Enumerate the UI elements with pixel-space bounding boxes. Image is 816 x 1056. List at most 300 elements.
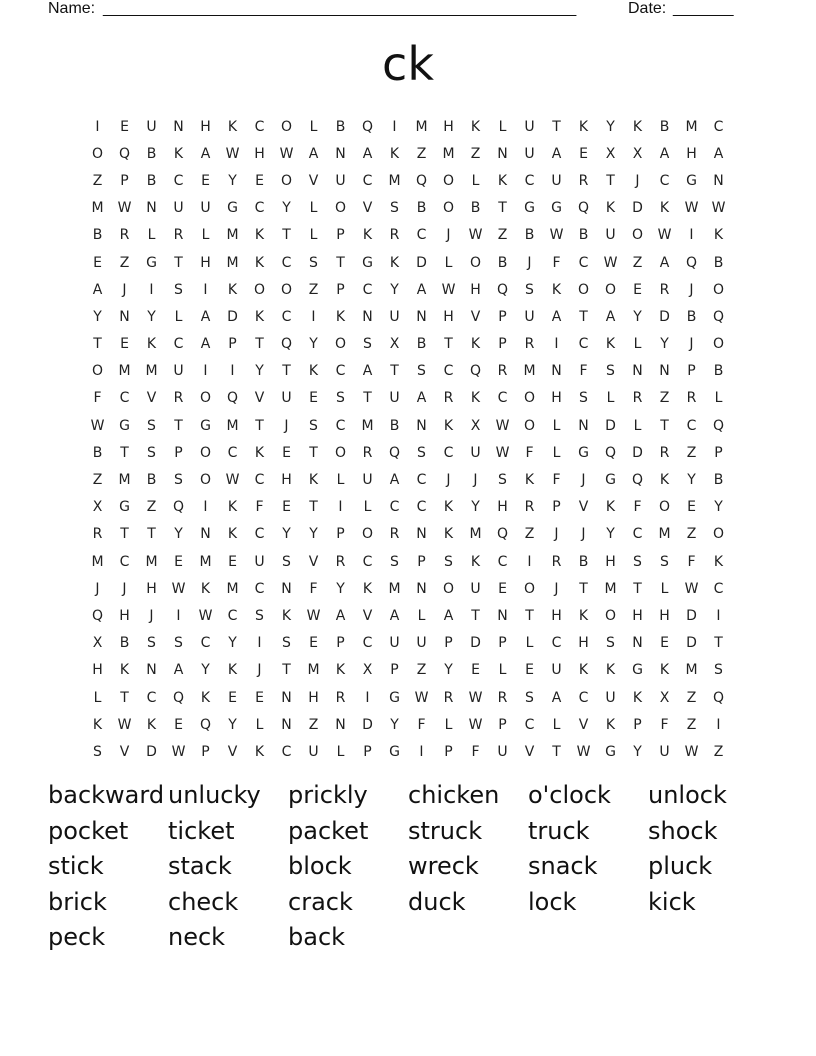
grid-letter: R	[173, 227, 184, 244]
grid-letter: D	[362, 716, 373, 733]
grid-letter: L	[498, 118, 507, 135]
grid-letter: S	[525, 281, 534, 298]
grid-letter: Y	[633, 308, 642, 325]
grid-letter: K	[713, 553, 724, 570]
grid-letter: R	[632, 390, 643, 407]
grid-row	[84, 521, 734, 548]
grid-letter: Z	[119, 254, 130, 271]
grid-letter: C	[227, 607, 238, 624]
grid-letter: Y	[606, 526, 615, 543]
grid-letter: Q	[496, 281, 509, 298]
grid-letter: T	[498, 200, 507, 217]
name-blank-line: _______________________________________________________	[103, 0, 576, 17]
grid-letter: Q	[685, 254, 698, 271]
grid-letter: O	[334, 336, 347, 353]
grid-letter: N	[416, 526, 427, 543]
grid-letter: G	[227, 200, 238, 217]
grid-letter: R	[119, 227, 130, 244]
grid-letter: J	[527, 254, 532, 271]
grid-letter: T	[714, 635, 723, 652]
grid-letter: K	[362, 580, 373, 597]
grid-letter: P	[633, 716, 642, 733]
grid-letter: K	[308, 363, 319, 380]
grid-letter: K	[605, 716, 616, 733]
grid-letter: T	[336, 254, 345, 271]
grid-letter: S	[147, 444, 156, 461]
grid-letter: T	[120, 526, 129, 543]
grid-letter: N	[335, 145, 346, 162]
grid-letter: R	[335, 553, 346, 570]
grid-letter: C	[686, 417, 697, 434]
grid-letter: D	[686, 607, 697, 624]
grid-letter: J	[122, 281, 127, 298]
grid-letter: G	[578, 444, 589, 461]
grid-letter: C	[119, 553, 130, 570]
grid-letter: O	[712, 336, 725, 353]
grid-letter: B	[470, 200, 481, 217]
grid-letter: T	[633, 580, 642, 597]
grid-letter: R	[443, 390, 454, 407]
grid-letter: A	[200, 336, 211, 353]
grid-letter: H	[146, 580, 157, 597]
grid-letter: K	[524, 472, 535, 489]
grid-letter: S	[147, 635, 156, 652]
grid-letter: T	[147, 526, 156, 543]
grid-letter: H	[497, 499, 508, 516]
grid-letter: M	[145, 553, 158, 570]
grid-letter: S	[606, 363, 615, 380]
grid-letter: O	[469, 254, 482, 271]
grid-letter: R	[389, 526, 400, 543]
word-bank-item: pluck	[648, 852, 713, 880]
grid-letter: G	[632, 662, 643, 679]
grid-letter: T	[174, 254, 183, 271]
grid-letter: S	[309, 254, 318, 271]
grid-letter: M	[226, 417, 239, 434]
grid-letter: Y	[93, 308, 102, 325]
grid-letter: I	[419, 743, 424, 760]
grid-letter: Z	[686, 526, 697, 543]
grid-letter: S	[417, 444, 426, 461]
grid-letter: M	[523, 363, 536, 380]
grid-letter: A	[659, 145, 670, 162]
grid-letter: G	[605, 472, 616, 489]
grid-letter: N	[497, 145, 508, 162]
grid-letter: U	[362, 472, 373, 489]
grid-letter: W	[495, 417, 510, 434]
grid-letter: W	[684, 200, 699, 217]
grid-letter: L	[444, 254, 453, 271]
grid-letter: S	[714, 662, 723, 679]
grid-letter: N	[632, 635, 643, 652]
grid-letter: U	[200, 200, 211, 217]
grid-letter: W	[117, 200, 132, 217]
grid-letter: E	[525, 662, 534, 679]
grid-letter: V	[578, 716, 589, 733]
grid-letter: L	[93, 689, 102, 706]
grid-letter: I	[311, 308, 316, 325]
grid-letter: K	[470, 390, 481, 407]
grid-letter: K	[281, 607, 292, 624]
grid-letter: S	[606, 635, 615, 652]
grid-letter: E	[687, 499, 696, 516]
grid-letter: N	[632, 363, 643, 380]
grid-letter: M	[469, 526, 482, 543]
grid-letter: S	[174, 472, 183, 489]
grid-letter: I	[716, 716, 721, 733]
grid-letter: R	[551, 553, 562, 570]
grid-letter: S	[633, 553, 642, 570]
word-bank-item: truck	[528, 816, 590, 845]
grid-letter: O	[523, 580, 536, 597]
grid-letter: A	[92, 281, 103, 298]
grid-letter: K	[578, 607, 589, 624]
grid-letter: V	[227, 743, 238, 760]
grid-letter: L	[309, 227, 318, 244]
grid-letter: P	[336, 227, 345, 244]
grid-letter: N	[578, 417, 589, 434]
grid-letter: Z	[713, 743, 724, 760]
grid-letter: T	[282, 662, 291, 679]
grid-letter: K	[254, 743, 265, 760]
grid-letter: T	[282, 363, 291, 380]
grid-letter: C	[254, 472, 265, 489]
grid-letter: E	[255, 689, 264, 706]
grid-letter: U	[524, 118, 535, 135]
grid-letter: T	[444, 336, 453, 353]
grid-letter: O	[604, 607, 617, 624]
grid-letter: V	[146, 390, 157, 407]
grid-letter: A	[335, 607, 346, 624]
grid-letter: E	[174, 553, 183, 570]
grid-letter: H	[605, 553, 616, 570]
grid-letter: W	[603, 254, 618, 271]
word-bank-item: wreck	[408, 852, 479, 880]
grid-letter: E	[255, 172, 264, 189]
grid-letter: S	[444, 553, 453, 570]
grid-letter: P	[336, 281, 345, 298]
grid-letter: O	[523, 390, 536, 407]
grid-letter: Z	[470, 145, 481, 162]
grid-letter: C	[713, 118, 724, 135]
grid-letter: J	[446, 472, 451, 489]
grid-letter: Y	[444, 662, 453, 679]
grid-letter: C	[551, 635, 562, 652]
grid-letter: C	[416, 227, 427, 244]
grid-letter: W	[198, 607, 213, 624]
grid-letter: E	[120, 336, 129, 353]
grid-letter: G	[146, 254, 157, 271]
grid-letter: F	[525, 444, 534, 461]
grid-letter: M	[658, 526, 671, 543]
grid-letter: K	[443, 526, 454, 543]
grid-letter: L	[660, 580, 669, 597]
grid-letter: A	[605, 308, 616, 325]
grid-letter: Y	[228, 716, 237, 733]
grid-letter: Z	[416, 662, 427, 679]
grid-letter: A	[362, 363, 373, 380]
grid-letter: N	[281, 580, 292, 597]
grid-letter: Z	[308, 716, 319, 733]
grid-letter: C	[146, 689, 157, 706]
grid-letter: K	[173, 145, 184, 162]
grid-letter: L	[471, 172, 480, 189]
grid-letter: L	[552, 716, 561, 733]
grid-letter: U	[416, 635, 427, 652]
word-bank-item: peck	[48, 923, 106, 951]
grid-letter: U	[551, 662, 562, 679]
grid-letter: N	[497, 607, 508, 624]
grid-letter: M	[388, 172, 401, 189]
grid-letter: Y	[606, 118, 615, 135]
grid-letter: P	[714, 444, 723, 461]
grid-letter: W	[279, 145, 294, 162]
grid-letter: Q	[388, 444, 401, 461]
grid-letter: K	[605, 499, 616, 516]
grid-letter: K	[551, 281, 562, 298]
grid-letter: B	[335, 118, 346, 135]
word-bank-item: unlock	[648, 781, 727, 809]
grid-letter: F	[660, 716, 669, 733]
grid-letter: V	[362, 200, 373, 217]
grid-letter: Q	[415, 172, 428, 189]
grid-letter: U	[254, 553, 265, 570]
grid-letter: T	[552, 118, 561, 135]
grid-letter: I	[203, 363, 208, 380]
grid-letter: O	[658, 499, 671, 516]
grid-letter: R	[443, 689, 454, 706]
grid-letter: T	[552, 743, 561, 760]
grid-letter: R	[659, 444, 670, 461]
grid-letter: U	[389, 308, 400, 325]
grid-letter: W	[90, 417, 105, 434]
grid-letter: B	[578, 227, 589, 244]
grid-letter: Z	[632, 254, 643, 271]
grid-letter: L	[201, 227, 210, 244]
grid-letter: Y	[174, 526, 183, 543]
grid-letter: K	[227, 526, 238, 543]
grid-letter: T	[93, 336, 102, 353]
grid-letter: A	[443, 607, 454, 624]
grid-letter: R	[578, 172, 589, 189]
grid-letter: E	[228, 553, 237, 570]
grid-letter: Q	[604, 444, 617, 461]
grid-letter: P	[552, 499, 561, 516]
grid-letter: J	[635, 172, 640, 189]
grid-letter: A	[200, 308, 211, 325]
grid-letter: F	[552, 254, 561, 271]
grid-letter: N	[713, 172, 724, 189]
grid-letter: C	[362, 172, 373, 189]
grid-letter: A	[416, 390, 427, 407]
grid-letter: Q	[91, 607, 104, 624]
grid-letter: A	[659, 254, 670, 271]
grid-letter: I	[392, 118, 397, 135]
grid-letter: O	[631, 227, 644, 244]
grid-letter: M	[199, 553, 212, 570]
grid-letter: V	[524, 743, 535, 760]
grid-letter: Y	[201, 662, 210, 679]
grid-letter: I	[365, 689, 370, 706]
grid-letter: N	[173, 118, 184, 135]
grid-letter: E	[309, 635, 318, 652]
name-label: Name:	[48, 0, 96, 17]
grid-letter: K	[254, 227, 265, 244]
grid-letter: D	[416, 254, 427, 271]
grid-letter: K	[443, 417, 454, 434]
grid-letter: H	[686, 145, 697, 162]
grid-letter: T	[282, 227, 291, 244]
grid-letter: K	[605, 336, 616, 353]
grid-letter: T	[174, 417, 183, 434]
grid-letter: F	[471, 743, 480, 760]
grid-letter: K	[578, 662, 589, 679]
grid-letter: J	[581, 526, 586, 543]
grid-letter: M	[226, 580, 239, 597]
grid-row	[84, 113, 734, 140]
grid-letter: W	[117, 716, 132, 733]
grid-letter: K	[605, 662, 616, 679]
grid-letter: K	[200, 580, 211, 597]
date-label: Date:	[628, 0, 667, 17]
grid-letter: Y	[390, 281, 399, 298]
grid-letter: B	[146, 172, 157, 189]
grid-letter: Y	[309, 336, 318, 353]
grid-letter: K	[227, 281, 238, 298]
grid-letter: C	[254, 118, 265, 135]
grid-letter: Y	[687, 472, 696, 489]
grid-letter: O	[199, 390, 212, 407]
grid-letter: B	[119, 635, 130, 652]
grid-letter: H	[119, 607, 130, 624]
grid-letter: E	[498, 580, 507, 597]
grid-letter: Q	[226, 390, 239, 407]
grid-letter: O	[334, 444, 347, 461]
grid-letter: C	[119, 390, 130, 407]
grid-letter: K	[335, 662, 346, 679]
grid-letter: W	[171, 580, 186, 597]
grid-letter: X	[92, 635, 103, 652]
grid-letter: H	[551, 390, 562, 407]
grid-letter: W	[306, 607, 321, 624]
grid-letter: T	[309, 499, 318, 516]
grid-letter: C	[524, 172, 535, 189]
grid-letter: M	[118, 363, 131, 380]
grid-letter: W	[468, 716, 483, 733]
grid-letter: T	[525, 607, 534, 624]
grid-letter: S	[336, 390, 345, 407]
grid-letter: O	[712, 526, 725, 543]
grid-letter: S	[93, 743, 102, 760]
grid-letter: H	[92, 662, 103, 679]
grid-letter: E	[120, 118, 129, 135]
grid-letter: B	[92, 227, 103, 244]
grid-letter: F	[417, 716, 426, 733]
grid-letter: L	[498, 662, 507, 679]
word-bank-item: kick	[648, 887, 696, 916]
grid-letter: M	[91, 200, 104, 217]
grid-letter: Z	[92, 172, 103, 189]
grid-letter: G	[389, 743, 400, 760]
grid-letter: G	[686, 172, 697, 189]
grid-letter: T	[660, 417, 669, 434]
grid-letter: K	[632, 118, 643, 135]
word-bank-item: snack	[528, 852, 598, 880]
grid-letter: K	[254, 308, 265, 325]
grid-letter: P	[363, 743, 372, 760]
grid-letter: P	[390, 662, 399, 679]
grid-letter: Y	[714, 499, 723, 516]
grid-letter: P	[201, 743, 210, 760]
grid-letter: L	[552, 417, 561, 434]
grid-letter: C	[281, 743, 292, 760]
grid-letter: C	[443, 444, 454, 461]
grid-letter: P	[498, 635, 507, 652]
grid-letter: U	[470, 580, 481, 597]
grid-letter: Y	[390, 716, 399, 733]
grid-letter: V	[308, 172, 319, 189]
grid-letter: Q	[172, 689, 185, 706]
grid-letter: I	[527, 553, 532, 570]
grid-row	[84, 575, 734, 602]
grid-letter: B	[389, 417, 400, 434]
grid-letter: J	[257, 662, 262, 679]
grid-letter: K	[146, 716, 157, 733]
grid-letter: C	[281, 254, 292, 271]
grid-letter: X	[659, 689, 670, 706]
grid-letter: S	[390, 553, 399, 570]
grid-letter: W	[225, 145, 240, 162]
grid-letter: I	[689, 227, 694, 244]
grid-letter: L	[255, 716, 264, 733]
grid-letter: Q	[496, 526, 509, 543]
grid-letter: Q	[712, 417, 725, 434]
grid-letter: N	[281, 689, 292, 706]
grid-letter: G	[389, 689, 400, 706]
grid-letter: Y	[228, 172, 237, 189]
grid-letter: M	[685, 662, 698, 679]
grid-letter: T	[390, 363, 399, 380]
grid-letter: R	[659, 281, 670, 298]
grid-letter: K	[470, 553, 481, 570]
grid-letter: F	[687, 553, 696, 570]
grid-letter: F	[552, 472, 561, 489]
grid-row	[84, 195, 734, 222]
grid-letter: M	[145, 363, 158, 380]
grid-letter: B	[524, 227, 535, 244]
grid-letter: N	[659, 363, 670, 380]
word-bank-item: block	[288, 852, 352, 880]
grid-letter: O	[280, 118, 293, 135]
grid-letter: N	[551, 363, 562, 380]
grid-letter: W	[684, 743, 699, 760]
grid-letter: C	[362, 281, 373, 298]
grid-letter: U	[335, 172, 346, 189]
grid-letter: V	[362, 607, 373, 624]
grid-letter: L	[336, 472, 345, 489]
grid-letter: T	[255, 336, 264, 353]
grid-letter: C	[227, 444, 238, 461]
grid-letter: E	[228, 689, 237, 706]
grid-letter: K	[227, 499, 238, 516]
grid-letter: C	[416, 499, 427, 516]
grid-letter: K	[443, 499, 454, 516]
grid-letter: S	[525, 689, 534, 706]
grid-letter: T	[255, 417, 264, 434]
grid-letter: E	[174, 716, 183, 733]
grid-letter: W	[549, 227, 564, 244]
word-bank-item: stack	[168, 852, 232, 880]
